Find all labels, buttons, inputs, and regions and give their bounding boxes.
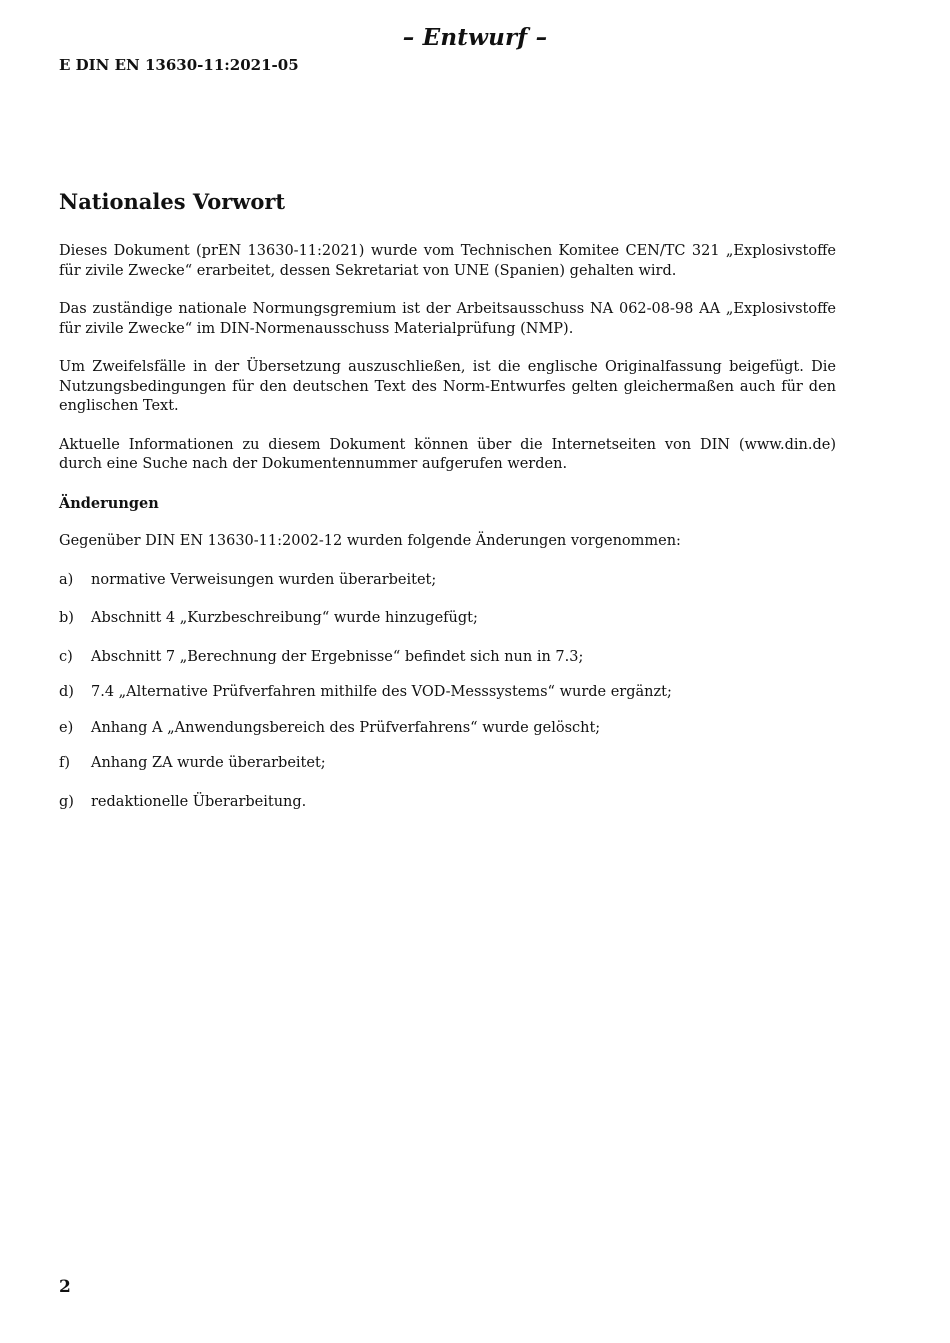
paragraph-information: Aktuelle Informationen zu diesem Dokument können über die Internetseiten von DIN (www.din.de) durch eine Suche nach der Dokumentennummer aufgerufen werden. (59, 436, 836, 472)
changes-list (59, 571, 836, 813)
list-item (59, 571, 836, 591)
list-item (59, 793, 836, 813)
list-item (59, 648, 836, 668)
list-item-letter: a) (59, 571, 74, 588)
list-item-text: normative Verweisungen wurden überarbeitet; (91, 571, 437, 588)
list-item-letter: e) (59, 719, 74, 736)
foreword-section (59, 186, 836, 812)
document-id: E DIN EN 13630-11:2021-05 (59, 56, 299, 74)
changes-intro: Gegenüber DIN EN 13630-11:2002-12 wurden folgende Änderungen vorgenommen: (59, 533, 681, 549)
list-item (59, 683, 836, 703)
list-item (59, 719, 836, 739)
list-item-letter: f) (59, 755, 71, 771)
paragraph-translation: Um Zweifelsfälle in der Übersetzung auszuschließen, ist die englische Originalfassung beigefügt. Die Nutzungsbedingungen für den deutschen Text des Norm-Entwurfes gelten gleichermaßen auch für den englischen Text. (59, 359, 836, 414)
page-number: 2 (59, 1277, 71, 1297)
list-item-text: Abschnitt 4 „Kurzbeschreibung“ wurde hinzugefügt; (91, 610, 478, 626)
list-item-text: Anhang A „Anwendungsbereich des Prüfverfahrens“ wurde gelöscht; (91, 719, 601, 736)
draft-mark: – Entwurf – (402, 24, 548, 51)
changes-heading: Änderungen (59, 494, 159, 512)
list-item-text: redaktionelle Überarbeitung. (91, 793, 307, 810)
list-item-letter: b) (59, 610, 74, 626)
list-item-letter: c) (59, 648, 73, 665)
list-item-letter: g) (59, 793, 74, 810)
list-item-text: 7.4 „Alternative Prüfverfahren mithilfe des VOD-Messsystems“ wurde ergänzt; (91, 684, 672, 700)
list-item-text: Anhang ZA wurde überarbeitet; (91, 755, 326, 771)
list-item (59, 754, 836, 774)
paragraph-committee: Dieses Dokument (prEN 13630-11:2021) wurde vom Technischen Komitee CEN/TC 321 „Explosivstoffe für zivile Zwecke“ erarbeitet, dessen Sekretariat von UNE (Spanien) gehalten wird. (59, 243, 836, 279)
section-title: Nationales Vorwort (59, 189, 286, 214)
list-item (59, 609, 836, 629)
list-item-letter: d) (59, 684, 74, 700)
paragraph-national-body: Das zuständige nationale Normungsgremium ist der Arbeitsausschuss NA 062-08-98 AA „Explosivstoffe für zivile Zwecke“ im DIN-Normenausschuss Materialprüfung (NMP). (59, 301, 836, 337)
list-item-text: Abschnitt 7 „Berechnung der Ergebnisse“ befindet sich nun in 7.3; (91, 648, 584, 665)
